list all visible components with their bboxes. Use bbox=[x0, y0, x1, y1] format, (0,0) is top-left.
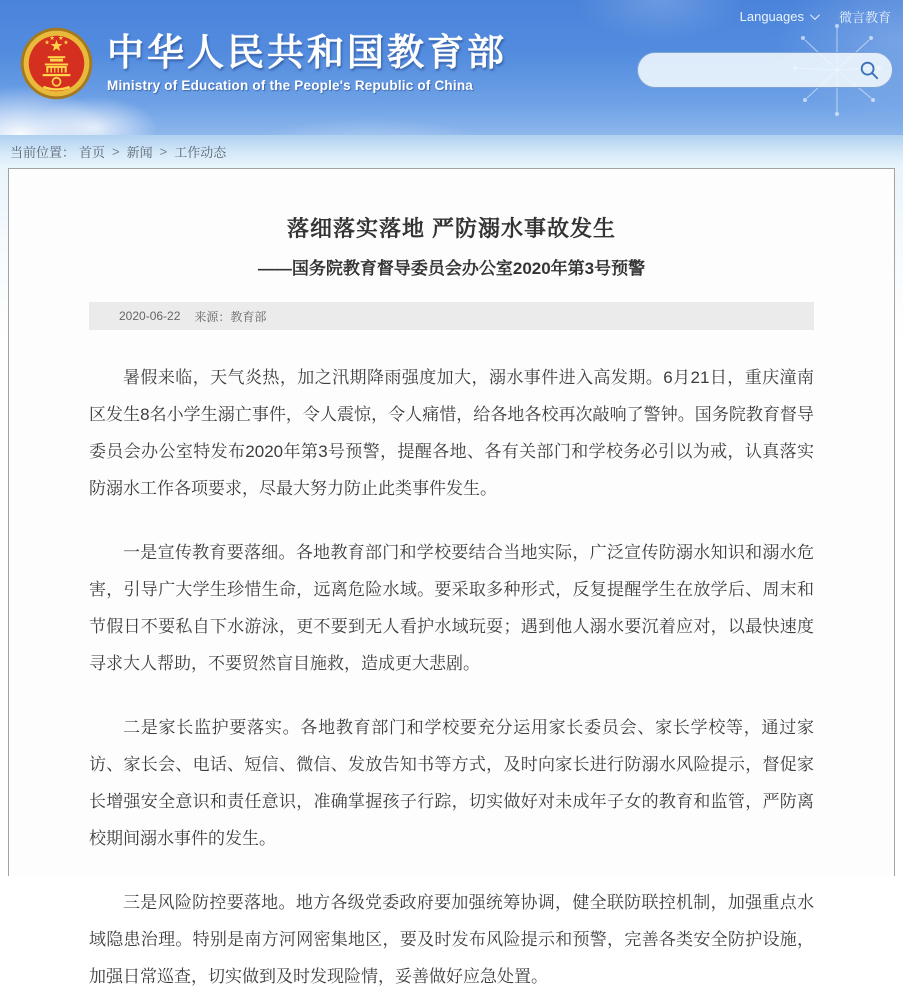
breadcrumb-home-link[interactable]: 首页 bbox=[79, 145, 106, 160]
search-input[interactable] bbox=[654, 53, 858, 87]
article-meta-bar bbox=[89, 302, 814, 330]
wechat-account-link[interactable]: 微言教育 bbox=[838, 10, 891, 25]
brand-text bbox=[107, 27, 507, 93]
site-title-chinese: 中华人民共和国教育部 bbox=[107, 32, 507, 73]
article-subtitle: ——国务院教育督导委员会办公室2020年第3号预警 bbox=[257, 259, 646, 278]
languages-label: Languages bbox=[739, 9, 804, 24]
breadcrumb-separator: > bbox=[112, 144, 120, 159]
article-container bbox=[8, 168, 895, 986]
header-top-links bbox=[740, 7, 891, 26]
article-title: 落细落实落地 严防溺水事故发生 bbox=[286, 216, 617, 241]
breadcrumb-current-link[interactable]: 工作动态 bbox=[174, 145, 227, 160]
breadcrumb-label: 当前位置： bbox=[10, 145, 76, 160]
site-brand bbox=[20, 27, 507, 100]
breadcrumb-news-link[interactable]: 新闻 bbox=[126, 145, 153, 160]
article-body bbox=[89, 359, 814, 995]
site-header bbox=[0, 0, 903, 135]
national-emblem-logo[interactable] bbox=[20, 27, 93, 100]
breadcrumb-separator: > bbox=[159, 144, 168, 159]
languages-menu[interactable] bbox=[740, 9, 817, 24]
article-paragraph: 三是风险防控要落地。地方各级党委政府要加强统筹协调，健全联防联控机制，加强重点水域隐患治理。特别是南方河网密集地区，要及时发布风险提示和预警，完善各类安全防护设施，加强日常巡查，切实做到及时发现险情，妥善做好应急处置。 bbox=[89, 893, 814, 986]
content-background bbox=[0, 168, 903, 986]
search-box bbox=[637, 52, 893, 88]
article-date: 2020-06-22 bbox=[119, 309, 181, 323]
article-source-label: 来源： bbox=[194, 309, 231, 324]
search-icon[interactable] bbox=[858, 59, 880, 81]
site-title-english: Ministry of Education of the People's Republic of China bbox=[107, 77, 473, 93]
article-paragraph: 暑假来临，天气炎热，加之汛期降雨强度加大，溺水事件进入高发期。6月21日，重庆潼南区发生8名小学生溺亡事件，令人震惊，令人痛惜，给各地各校再次敲响了警钟。国务院教育督导委员会办公室特发布2020年第3号预警，提醒各地、各有关部门和学校务必引以为戒，认真落实防溺水工作各项要求，尽最大努力防止此类事件发生。 bbox=[89, 368, 814, 498]
article-source: 教育部 bbox=[230, 309, 267, 324]
chevron-down-icon bbox=[810, 10, 820, 20]
breadcrumb bbox=[0, 135, 903, 168]
article-paragraph: 一是宣传教育要落细。各地教育部门和学校要结合当地实际，广泛宣传防溺水知识和溺水危害，引导广大学生珍惜生命，远离危险水域。要采取多种形式，反复提醒学生在放学后、周末和节假日不要私自下水游泳，更不要到无人看护水域玩耍；遇到他人溺水要沉着应对，以最快速度寻求大人帮助，不要贸然盲目施救，造成更大悲剧。 bbox=[89, 543, 814, 673]
article-paragraph: 二是家长监护要落实。各地教育部门和学校要充分运用家长委员会、家长学校等，通过家访、家长会、电话、短信、微信、发放告知书等方式，及时向家长进行防溺水风险提示，督促家长增强安全意识和责任意识，准确掌握孩子行踪，切实做好对未成年子女的教育和监管，严防离校期间溺水事件的发生。 bbox=[89, 718, 814, 848]
